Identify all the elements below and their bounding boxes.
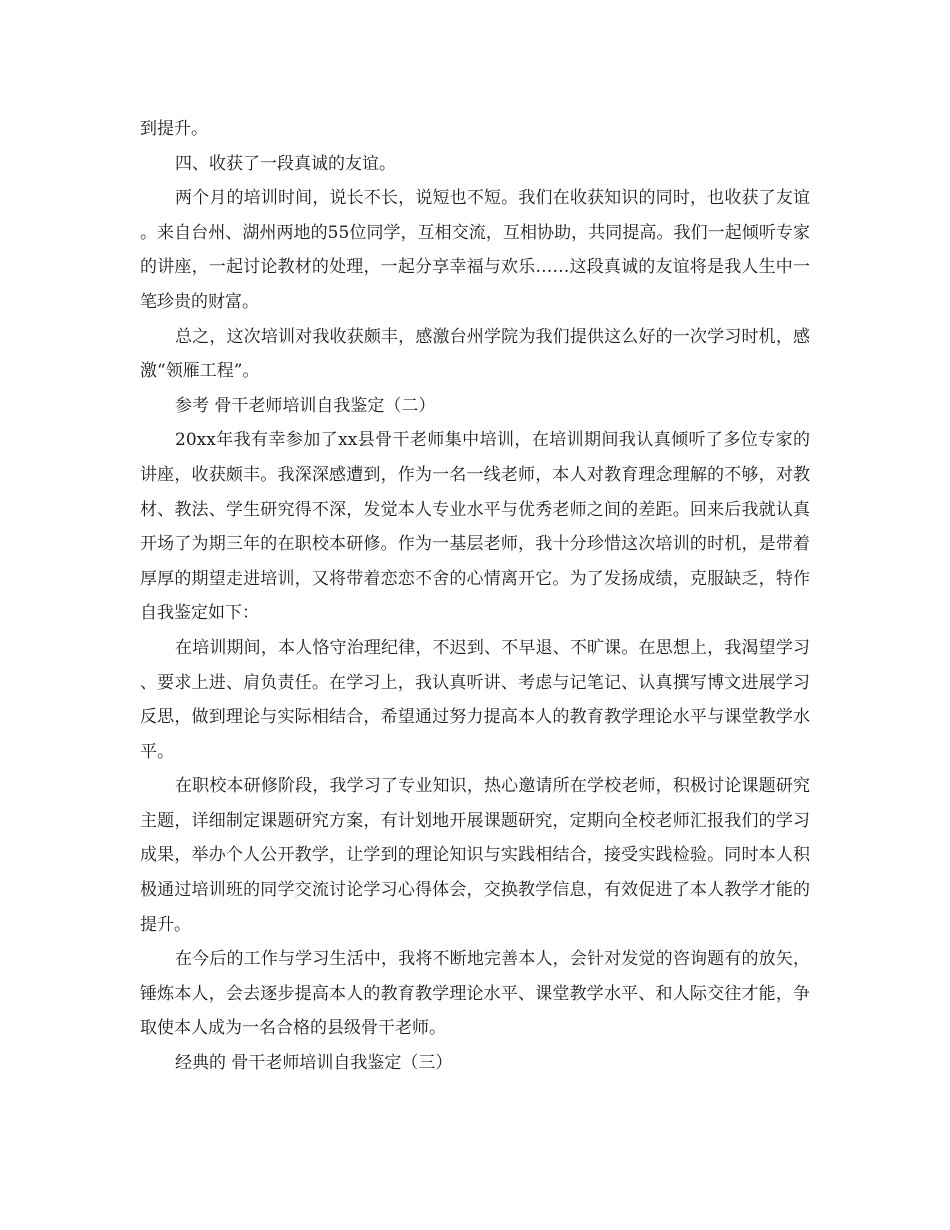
paragraph-intro-part-two: 20xx年我有幸参加了xx县骨干老师集中培训，在培训期间我认真倾听了多位专家的讲座，收获颇丰。我深深感遭到，作为一名一线老师，本人对教育理念理解的不够，对教材、教法、学生研究得不深，发觉本人专业水平与优秀老师之间的差距。回来后我就认真开场了为期三年的在职校本研修。作为一基层老师，我十分珍惜这次培训的时机，是带着厚厚的期望走进培训，又将带着恋恋不舍的心情离开它。为了发扬成绩，克服缺乏，特作自我鉴定如下： bbox=[140, 430, 810, 624]
section-heading-part-two: 参考 骨干老师培训自我鉴定（二） bbox=[175, 395, 436, 416]
section-heading-friendship: 四、收获了一段真诚的友谊。 bbox=[175, 153, 396, 174]
paragraph-discipline: 在培训期间，本人恪守治理纪律，不迟到、不早退、不旷课。在思想上，我渴望学习、要求上进、肩负责任。在学习上，我认真听讲、考虑与记笔记、认真撰写博文进展学习反思，做到理论与实际相结合，希望通过努力提高本人的教育教学理论水平与课堂教学水平。 bbox=[140, 637, 810, 762]
section-heading-part-three: 经典的 骨干老师培训自我鉴定（三） bbox=[175, 1053, 453, 1074]
paragraph-future: 在今后的工作与学习生活中，我将不断地完善本人，会针对发觉的咨询题有的放矢，锤炼本人，会去逐步提高本人的教育教学理论水平、课堂教学水平、和人际交往才能，争取使本人成为一名合格的县级骨干老师。 bbox=[140, 949, 810, 1039]
paragraph-conclusion: 总之，这次培训对我收获颇丰，感激台州学院为我们提供这么好的一次学习时机，感激“领雁工程”。 bbox=[140, 326, 810, 382]
paragraph-continuation: 到提升。 bbox=[140, 119, 208, 139]
document-body bbox=[140, 112, 810, 1081]
paragraph-research: 在职校本研修阶段，我学习了专业知识，热心邀请所在学校老师，积极讨论课题研究主题，详细制定课题研究方案，有计划地开展课题研究，定期向全校老师汇报我们的学习成果，举办个人公开教学，让学到的理论知识与实践相结合，接受实践检验。同时本人积极通过培训班的同学交流讨论学习心得体会，交换教学信息，有效促进了本人教学才能的提升。 bbox=[140, 776, 810, 935]
paragraph-friendship: 两个月的培训时间，说长不长，说短也不短。我们在收获知识的同时，也收获了友谊。来自台州、湖州两地的55位同学，互相交流，互相协助，共同提高。我们一起倾听专家的讲座，一起讨论教材的处理，一起分享幸福与欢乐……这段真诚的友谊将是我人生中一笔珍贵的财富。 bbox=[140, 188, 810, 312]
